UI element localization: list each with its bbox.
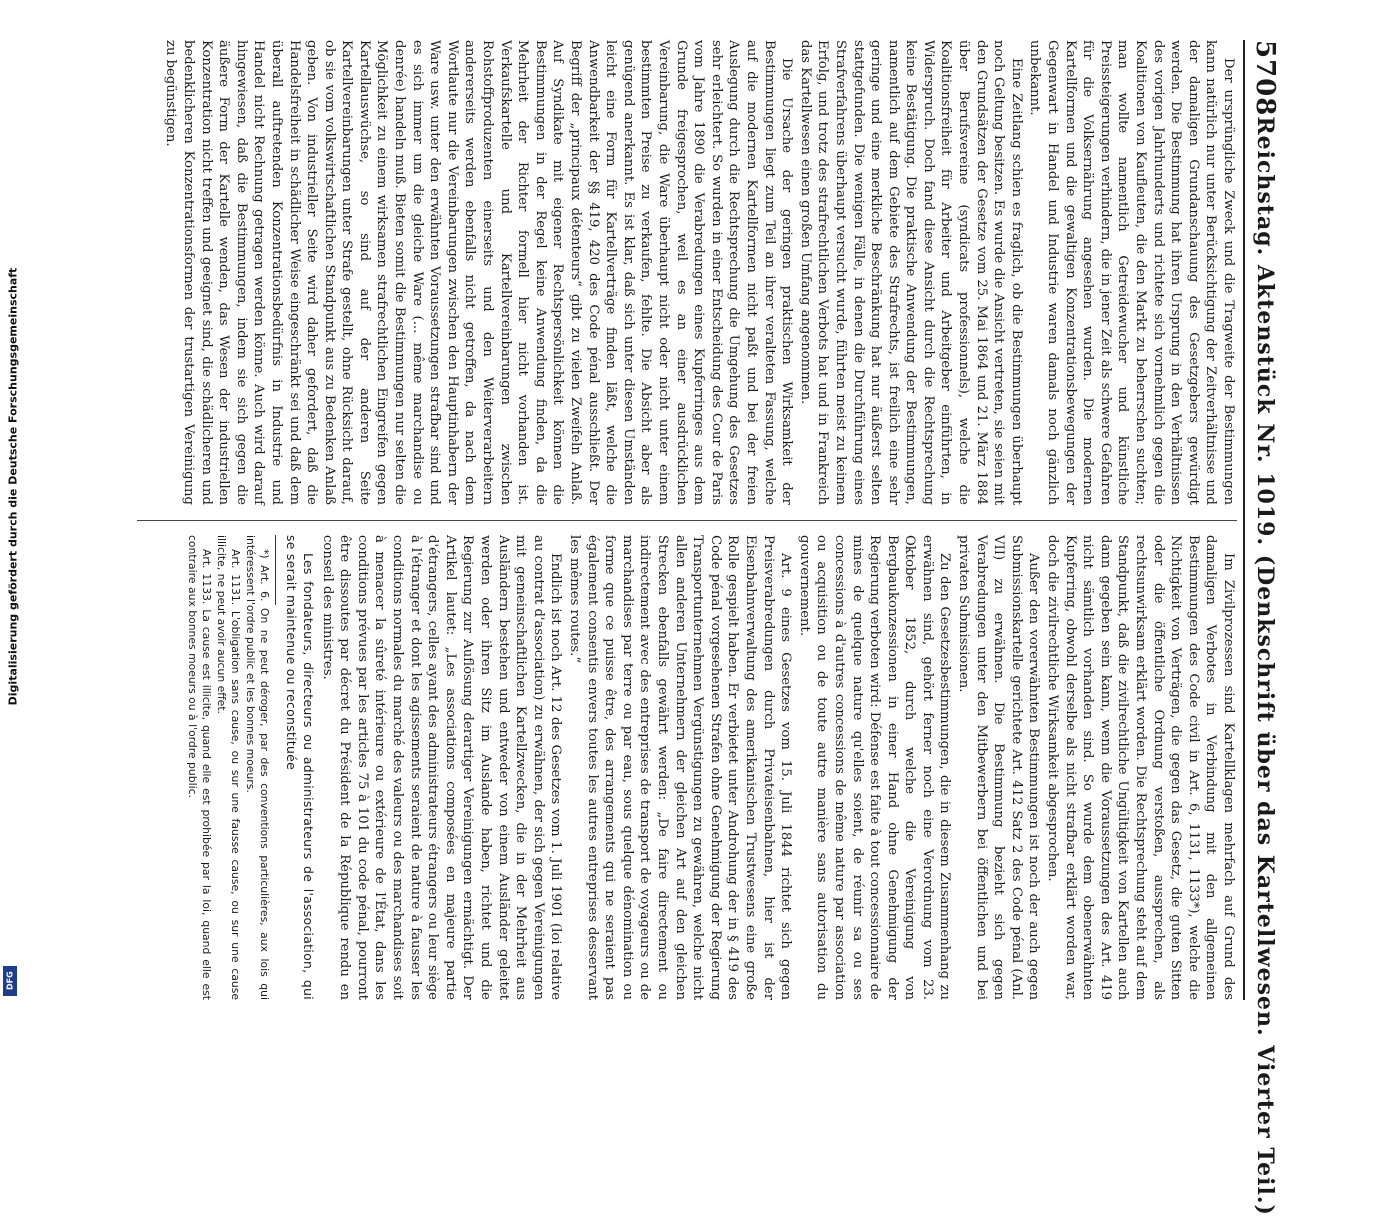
paragraph: Der ursprüngliche Zweck und die Tragweite der Bestimmungen kann natürlich nur unter Berücksichtigung der Zeitverhältnisse und der damaligen Grundanschauung des Gesetzgebers gewürdigt werden. Die Bestimmung hat ihren Ursprung in den Verhältnissen des vorigen Jahrhunderts und richtete sich vornehmlich gegen die Koalitionen von Kaufleuten, die den Markt zu beherrschen suchten; man wollte namentlich Getreidewucher und künstliche Preissteigerungen verhindern, die in jener Zeit als schwere Gefahren für die Volksernährung angesehen wurden. Die modernen Kartellformen und die gewaltigen Konzentrationsbewegungen der Gegenwart in Handel und Industrie waren damals noch gänzlich unbekannt. bbox=[1027, 40, 1236, 505]
paragraph: Art. 9 eines Gesetzes vom 15. Juli 1844 richtet sich gegen Preisverabredungen durch Privateisenbahnen, hier ist der Eisenbahnverwaltung des amerikanischen Trustwesens eine große Rolle gespielt haben. Er verbietet unter Androhung der in § 419 des Code pénal vorgesehenen Strafen ohne Genehmigung der Regierung Transportunternehmen Vergünstigungen zu gewähren, welche nicht allen anderen Unternehmern der gleichen Art auf den gleichen Strecken ebenfalls gewährt werden: „De faire directement ou indirectement avec des entreprises de transport de voyageurs ou de marchandises par terre ou par eau, sous quelque dénomination ou forme que ce puisse être, des arrangements qui ne seraient pas également consentis envers toutes les autres entreprises desservant les mêmes routes.“ bbox=[567, 535, 794, 1000]
footnote-divider bbox=[275, 535, 276, 605]
paragraph: Im Zivilprozessen sind Kartellklagen mehrfach auf Grund des damaligen Verbotes in Verbindung mit den allgemeinen Bestimmungen des Code civil in Art. 6, 1131, 1133*), welche die Nichtigkeit von Verträgen, die gegen das Gesetz, die guten Sitten oder die öffentliche Ordnung verstoßen, aussprechen, als rechtsunwirksam erklärt worden. Die Rechtsprechung steht auf dem Standpunkt, daß die zivilrechtliche Ungültigkeit von Kartellen auch dann gegeben sein kann, wenn die Voraussetzungen des Art. 419 nicht sämtlich vorhanden sind. So wurde dem obenerwähnten Kupferring, obwohl derselbe als nicht strafbar erklärt worden war, doch die zivilrechtliche Wirksamkeit abgesprochen. bbox=[1045, 535, 1236, 1000]
paragraph: Endlich ist noch Art. 12 des Gesetzes vom 1. Juli 1901 (loi relative au contrat d'association) zu erwähnen, der sich gegen Vereinigungen mit gemeinschaftlichen Kartellzwecken, die in der Mehrheit aus Ausländern bestehen und entweder von einem Ausländer geleitet werden oder ihren Sitz im Auslande haben, richtet und die Regierung zur Auflösung derartiger Vereinigungen ermächtigt. Der Artikel lautet: „Les associations composées en majeure partie d'étrangers, celles ayant des administrateurs étrangers ou leur siège à l'étranger et dont les agissements seraient de nature à fausser les conditions normales du marché des valeurs ou des marchandises soit à menacer la sûreté intérieure ou extérieure de l'État, dans les conditions prévues par les articles 75 à 101 du code pénal, pourront être dissoutes par décret du Président de la République rendu en conseil des ministres. bbox=[319, 535, 564, 1000]
footnote: Art. 1131. L'obligation sans cause, ou sur une fausse cause, ou sur une cause illicite, ne peut avoir aucun effet. bbox=[214, 535, 242, 1000]
column-divider bbox=[137, 520, 1237, 521]
left-column bbox=[162, 40, 1237, 505]
right-column bbox=[185, 535, 1237, 1000]
digitization-note: Digitalisierung gefördert durch die Deutsche Forschungsgemeinschaft bbox=[6, 267, 20, 706]
running-title: Reichstag. Aktenstück Nr. 1019. (Denkschrift über das Kartellwesen. Vierter Teil.) bbox=[1252, 116, 1278, 1216]
footnotes bbox=[185, 535, 271, 1000]
paragraph: Zu den Gesetzesbestimmungen, die in diesem Zusammenhang zu erwähnen sind, gehört ferner noch eine Verordnung vom 23. Oktober 1852, durch welche die Vereinigung von Bergbaukonzessionen in einer Hand ohne Genehmigung der Regierung verboten wird: Défense est faite à tout concessionnaire de mines de quelque nature qu'elles soient, de réunir sa ou ses concessions à d'autres concessions de même nature par association ou acquisition ou de toute autre manière sans autorisation du gouvernement. bbox=[796, 535, 953, 1000]
footnote: *) Art. 6. On ne peut déroger, par des conventions particulières, aux lois qui intéressent l'ordre public et les bonnes moeurs. bbox=[243, 535, 271, 1000]
paragraph: Die Ursache der geringen praktischen Wirksamkeit der Bestimmungen liegt zum Teil an ihrer veralteten Fassung, welche auf die modernen Kartellformen nicht paßt und bei der freien Auslegung durch die Rechtsprechung die Umgehung des Gesetzes sehr erleichtert. So wurden in einer Entscheidung des Cour de Paris vom Jahre 1890 die Verabredungen eines Kupferringes aus dem Grunde freigesprochen, weil es an einer ausdrücklichen Vereinbarung, die Ware überhaupt nicht oder nicht unter einem bestimmten Preise zu verkaufen, fehlte. Die Absicht aber als genügend anerkannt. Es ist klar, daß sich unter diesen Umständen leicht eine Form für Kartellverträge finden läßt, welche die Anwendbarkeit der §§ 419, 420 des Code pénal ausschließt. Der Begriff der „principaux détenteurs“ gibt zu vielen Zweifeln Anlaß. Auf Syndikate mit eigener Rechtspersönlichkeit können die Bestimmungen in der Regel keine Anwendung finden, da die Mehrheit der Richter formell hier nicht vorhanden ist. Verkaufskartelle und Kartellvereinbarungen zwischen Rohstoffproduzenten einerseits und den Weiterverarbeitern andererseits werden ebenfalls nicht getroffen, da nach dem Wortlaute nur die Vereinbarungen zwischen den Hauptinhabern der Ware usw. unter den erwähnten Voraussetzungen strafbar sind und es sich immer um die gleiche Ware (... même marchandise ou denrée) handeln muß. Bieten somit die Bestimmungen nur selten die Möglichkeit zu einem wirksamen strafrechtlichen Eingreifen gegen Kartellauswüchse, so sind auf der anderen Seite Kartellvereinbarungen unter Strafe gestellt, ohne Rücksicht darauf, ob sie vom volkswirtschaftlichen Standpunkt aus zu Bedenken Anlaß geben. Von industrieller Seite wird daher gefordert, daß die Handelsfreiheit in schädlicher Weise eingeschränkt sei und daß dem überall auftretenden Konzentrationsbedürfnis in Industrie und Handel nicht Rechnung getragen werden könne. Auch wird darauf hingewiesen, daß die Bestimmungen, indem sie sich gegen die äußere Form der Kartelle wenden, das Wesen der industriellen Konzentration nicht treffen und geeignet sind, die schädlicheren und bedenklicheren Konzentrationsformen der trustartigen Vereinigung zu begünstigen. bbox=[163, 40, 795, 505]
footnote: Art. 1133. La cause est illicite, quand elle est prohibée par la loi, quand elle est contraire aux bonnes moeurs ou à l'ordre public. bbox=[185, 535, 213, 1000]
page-header bbox=[1243, 40, 1285, 1216]
paragraph: Eine Zeitlang schien es fraglich, ob die Bestimmungen überhaupt noch Geltung besitzen. Es wurde die Ansicht vertreten, sie seien mit den Grundsätzen der Gesetze vom 25. Mai 1864 und 21. März 1884 über Berufsvereine (syndicats professionnels), welche die Koalitionsfreiheit für Arbeiter und Arbeitgeber einführten, in Widerspruch. Doch fand diese Ansicht durch die Rechtsprechung keine Bestätigung. Die praktische Anwendung der Bestimmungen, namentlich auf dem Gebiete des Strafrechts, ist freilich eine sehr geringe und eine merkliche Beschränkung hat nur äußerst selten stattgefunden. Die wenigen Fälle, in denen die Durchführung eines Strafverfahrens überhaupt versucht wurde, führten meist zu keinem Erfolg, und trotz des strafrechtlichen Verbots hat und in Frankreich das Kartellwesen einen großen Umfang angenommen. bbox=[797, 40, 1024, 505]
dfg-logo: DFG bbox=[3, 966, 17, 996]
paragraph: Außer den vorerwähnten Bestimmungen ist noch der auch gegen Submissionskartelle gerichtete Art. 412 Satz 2 des Code pénal (Anl. VII) zu erwähnen. Die Bestimmung bezieht sich gegen Verabredungen unter den Mitbewerbern bei öffentlichen und bei privaten Submissionen. bbox=[956, 535, 1042, 1000]
digitization-margin bbox=[3, 0, 21, 1000]
rotated-page bbox=[85, 40, 1285, 1216]
page-number: 5708 bbox=[1250, 40, 1280, 117]
paragraph: Les fondateurs, directeurs ou administrateurs de l'association, qui se serait maintenue ou reconstituée bbox=[283, 535, 317, 1000]
